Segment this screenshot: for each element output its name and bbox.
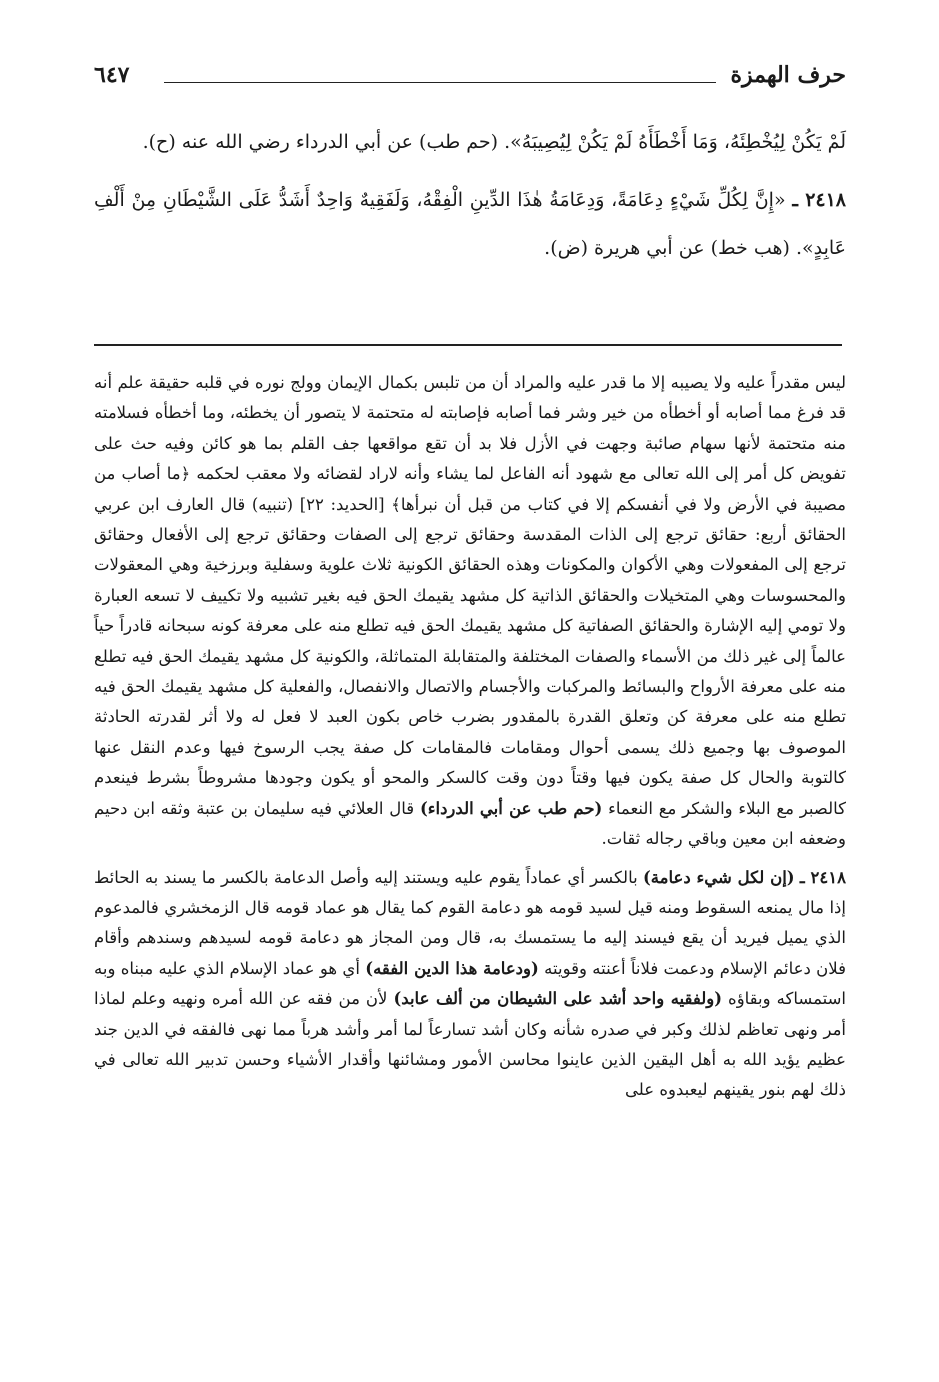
header-rule — [164, 82, 716, 83]
quoted-phrase: (ودعامة هذا الدين الفقه) — [365, 958, 539, 978]
hadith-ending: لَمْ يَكُنْ لِيُخْطِئَهُ، وَمَا أَخْطَأَهُ لَمْ يَكُنْ لِيُصِيبَهُ». (حم طب) عن أبي الدرداء رضي الله عنه (ح). — [142, 131, 846, 153]
commentary-paragraph — [94, 863, 846, 1106]
commentary-text — [94, 368, 846, 1114]
commentary-paragraph — [94, 368, 846, 855]
commentary-body: ليس مقدراً عليه ولا يصيبه إلا ما قدر عليه والمراد أن من تلبس بكمال الإيمان وولج نوره في قلبه حقيقة علم أنه قد فرغ مما أصابه أو أخطأه من خير وشر فما أصابه فإصابته له متحتمة لا يتصور أن يخطئه، وما أخطأه فسلامته منه متحتمة لأنها سهام صائبة وجهت في الأزل فلا بد أن تقع مواقعها جف القلم بما هو كائن وفيه حث على تفويض كل أمر إلى الله تعالى مع شهود أنه الفاعل لما يشاء وأنه لاراد لقضائه ولا معقب لحكمه ﴿ما أصاب من مصيبة في الأرض ولا في أنفسكم إلا في كتاب من قبل أن نبرأها﴾ [الحديد: ٢٢] (تنبيه) قال العارف ابن عربي الحقائق أربع: حقائق ترجع إلى الذات المقدسة وحقائق ترجع إلى الصفات وحقائق ترجع إلى الأفعال وحقائق ترجع إلى المفعولات وهي الأكوان والمكونات وهذه الحقائق الكونية ثلاث علوية وسفلية وبرزخية وهي المعقولات والمحسوسات وهي المتخيلات والحقائق الذاتية كل مشهد يقيمك الحق فيه بغير تشبيه ولا تكييف لا تسعه العبارة ولا تومي إليه الإشارة والحقائق الصفاتية كل مشهد يقيمك الحق فيه تطلع منه على معرفة كونه سبحانه قادراً حياً عالماً إلى غير ذلك من الأسماء والصفات المختلفة والمتقابلة المتماثلة، والكونية كل مشهد يقيمك الحق فيه تطلع منه على معرفة الأرواح والبسائط والمركبات والأجسام والاتصال والانفصال، والفعلية كل مشهد يقيمك الحق فيه تطلع منه على معرفة كن وتعلق القدرة بالمقدور بضرب خاص بكون العبد لا فعل له ولا أثر لقدرته الحادثة الموصوف بها وجميع ذلك يسمى أحوال ومقامات فالمقامات كل صفة يجب الرسوخ فيها وعدم النقل عنها كالتوبة والحال كل صفة يكون فيها وقتاً دون وقت كالسكر والمحو أو يكون وجودها مشروطاً بشرط فينعدم كالصبر مع البلاء والشكر مع النعماء — [94, 373, 847, 818]
quoted-phrase: (ولفقيه واحد أشد على الشيطان من ألف عابد) — [393, 989, 723, 1009]
quoted-phrase: (إن لكل شيء دعامة) — [643, 867, 795, 887]
page-header — [94, 58, 846, 98]
commentary-body: بالكسر أي عماداً يقوم عليه ويستند إليه وأصل الدعامة بالكسر ما يسند به الحائط إذا مال يمنعه السقوط ومنه قيل لسيد قومه هو دعامة القوم كما يقال هو عماد قومه قال الزمخشري فالمدعوم الذي يميل فيريد أن يقع فيسند إليه ما يستمسك به، قال ومن المجاز هو دعامة قومه لسيدهم وسندهم وأقام فلان دعائم الإسلام ودعمت فلاناً أعنته وقويته — [94, 867, 846, 978]
hadith-body: «إِنَّ لِكُلِّ شَيْءٍ دِعَامَةً، وَدِعَامَةُ هٰذَا الدِّينِ الْفِقْهُ، وَلَفَقِيهٌ وَاحِدٌ أَشَدُّ عَلَى الشَّيْطَانِ مِنْ أَلْفِ عَابِدٍ». (هب خط) عن أبي هريرة (ض). — [94, 189, 846, 259]
hadith-paragraph — [94, 118, 846, 166]
footnote-divider — [94, 344, 842, 346]
hadith-paragraph — [94, 176, 846, 272]
commentary-body: لأن من فقه عن الله أمره ونهيه وعلم لماذا أمر ونهى تعاظم لذلك وكبر في صدره شأنه وكان أشد تسارعاً لما أمر وأشد هرباً مما نهى فالفقه في الدين جند عظيم يؤيد الله به أهل اليقين الذين عاينوا محاسن الأمور ومشائنها وأقدار الأشياء وحسن تدبير الله تعالى في ذلك لهم بنور يقينهم ليعبدوه على — [94, 989, 846, 1100]
commentary-body: قال العلائي فيه سليمان بن عتبة وثقه ابن دحيم وضعفه ابن معين وباقي رجاله ثقات. — [94, 798, 846, 849]
hadith-number: ٢٤١٨ ـ — [799, 867, 846, 887]
hadith-text — [94, 118, 846, 282]
chapter-title: حرف الهمزة — [730, 62, 846, 88]
page-number: ٦٤٧ — [94, 62, 130, 88]
hadith-number: ٢٤١٨ ـ — [792, 189, 847, 211]
commentary-body: أي هو عماد الإسلام الذي عليه مبناه وبه استمساكه وبقاؤه — [94, 958, 846, 1009]
source-reference: (حم طب عن أبي الدرداء) — [419, 798, 603, 818]
